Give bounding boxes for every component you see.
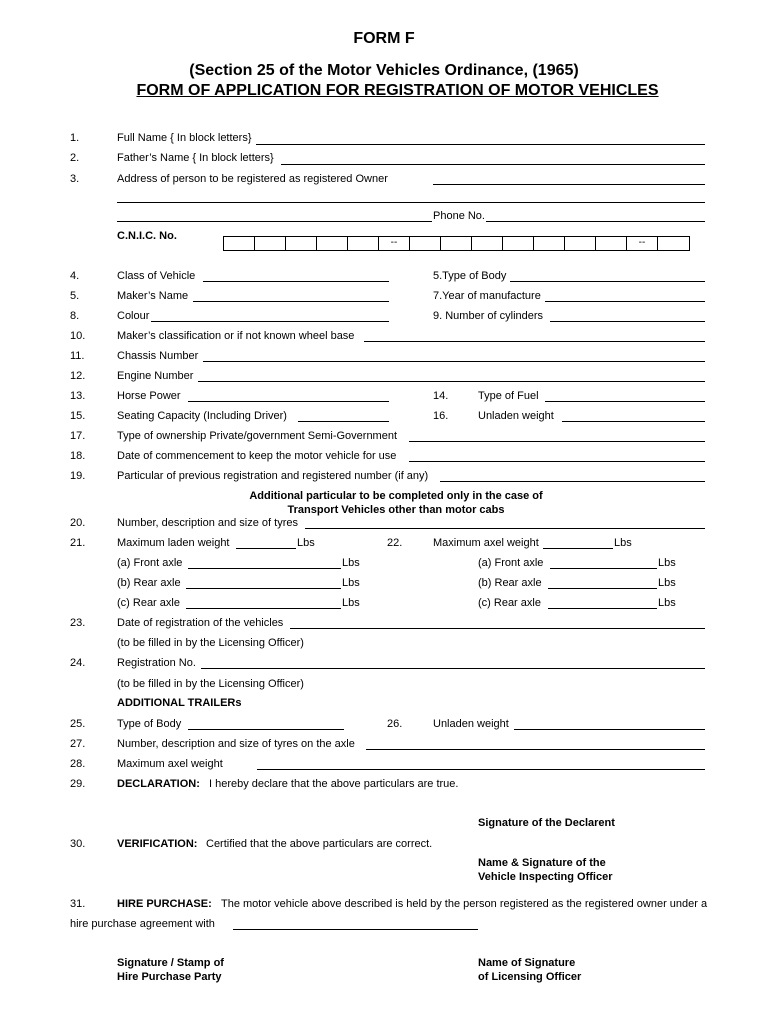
address-label: Address of person to be registered as registered Owner [117, 173, 388, 185]
registration-date-label: Date of registration of the vehicles [117, 617, 284, 629]
registration-date-field[interactable] [290, 628, 705, 629]
trailers-heading: ADDITIONAL TRAILERs [117, 697, 242, 709]
cnic-box[interactable] [503, 237, 534, 250]
trailer-axel-label: Maximum axel weight [117, 758, 223, 770]
item-number: 18. [70, 450, 86, 462]
declaration-text: I hereby declare that the above particulars are true. [209, 778, 459, 790]
unit-lbs: Lbs [658, 577, 676, 589]
rear-axle-field[interactable] [548, 608, 657, 609]
cnic-box[interactable] [317, 237, 348, 250]
classification-field[interactable] [364, 341, 705, 342]
cnic-separator: -- [627, 237, 658, 250]
cnic-box[interactable] [565, 237, 596, 250]
cnic-box[interactable] [534, 237, 565, 250]
full-name-label: Full Name { In block letters} [117, 132, 252, 144]
tyres-field[interactable] [305, 528, 705, 529]
body-type-field[interactable] [510, 281, 705, 282]
cnic-separator: -- [379, 237, 410, 250]
hire-purchase-field[interactable] [233, 929, 478, 930]
rear-axle-label: (b) Rear axle [117, 577, 181, 589]
maker-name-field[interactable] [193, 301, 389, 302]
trailer-body-field[interactable] [188, 729, 344, 730]
unit-lbs: Lbs [658, 557, 676, 569]
verification-text: Certified that the above particulars are correct. [206, 838, 433, 850]
cnic-box[interactable] [658, 237, 689, 250]
front-axle-field[interactable] [550, 568, 657, 569]
form-label: FORM F [353, 30, 415, 47]
rear-axle-label: (b) Rear axle [478, 577, 542, 589]
chassis-field[interactable] [203, 361, 705, 362]
laden-weight-label: Maximum laden weight [117, 537, 230, 549]
trailer-tyres-label: Number, description and size of tyres on the axle [117, 738, 355, 750]
item-number: 13. [70, 390, 86, 402]
registration-no-field[interactable] [201, 668, 705, 669]
item-number: 1. [70, 132, 80, 144]
item-number: 21. [70, 537, 86, 549]
body-type-label: 5.Type of Body [433, 270, 507, 282]
item-number: 30. [70, 838, 86, 850]
cnic-box[interactable] [410, 237, 441, 250]
unit-lbs: Lbs [342, 557, 360, 569]
address-field-2[interactable] [117, 202, 705, 203]
classification-label: Maker’s classification or if not known wheel base [117, 330, 355, 342]
item-number: 23. [70, 617, 86, 629]
father-name-label: Father’s Name { In block letters} [117, 152, 274, 164]
cnic-box[interactable] [596, 237, 627, 250]
laden-weight-field[interactable] [236, 548, 296, 549]
item-number: 29. [70, 778, 86, 790]
item-number: 25. [70, 718, 86, 730]
cnic-box[interactable] [348, 237, 379, 250]
fuel-field[interactable] [545, 401, 705, 402]
item-number: 2. [70, 152, 80, 164]
form-title: FORM OF APPLICATION FOR REGISTRATION OF MOTOR VEHICLES [136, 82, 659, 99]
additional-heading-1: Additional particular to be completed only in the case of [249, 490, 543, 502]
vehicle-class-label: Class of Vehicle [117, 270, 196, 282]
hire-purchase-label: HIRE PURCHASE: [117, 898, 212, 910]
seating-field[interactable] [298, 421, 389, 422]
item-number: 19. [70, 470, 86, 482]
seating-label: Seating Capacity (Including Driver) [117, 410, 287, 422]
rear-axle-field[interactable] [186, 608, 341, 609]
additional-heading-2: Transport Vehicles other than motor cabs [287, 504, 505, 516]
cnic-box[interactable] [224, 237, 255, 250]
commencement-label: Date of commencement to keep the motor vehicle for use [117, 450, 397, 462]
front-axle-label: (a) Front axle [117, 557, 183, 569]
item-number: 15. [70, 410, 86, 422]
chassis-label: Chassis Number [117, 350, 199, 362]
item-number: 3. [70, 173, 80, 185]
colour-label: Colour [117, 310, 150, 322]
trailer-tyres-field[interactable] [366, 749, 705, 750]
licensing-note: (to be filled in by the Licensing Officer) [117, 637, 304, 649]
hire-purchase-text: The motor vehicle above described is held by the person registered as the registered owner under a [221, 898, 708, 910]
registration-no-label: Registration No. [117, 657, 196, 669]
verification-label: VERIFICATION: [117, 838, 198, 850]
address-field-3[interactable] [117, 221, 432, 222]
item-number: 5. [70, 290, 80, 302]
inspector-title-label: Vehicle Inspecting Officer [478, 871, 613, 883]
rear-axle-label: (c) Rear axle [478, 597, 541, 609]
horse-power-label: Horse Power [117, 390, 181, 402]
year-label: 7.Year of manufacture [433, 290, 541, 302]
front-axle-field[interactable] [188, 568, 341, 569]
item-number: 24. [70, 657, 86, 669]
licensing-note: (to be filled in by the Licensing Officer) [117, 678, 304, 690]
item-number: 20. [70, 517, 86, 529]
licensing-signature-label: Name of Signature [478, 957, 576, 969]
father-name-field[interactable] [281, 164, 705, 165]
previous-registration-field[interactable] [440, 481, 705, 482]
trailer-unladen-label: Unladen weight [433, 718, 509, 730]
item-number: 22. [387, 537, 403, 549]
previous-registration-label: Particular of previous registration and registered number (if any) [117, 470, 429, 482]
rear-axle-field[interactable] [548, 588, 657, 589]
address-field-1[interactable] [433, 184, 705, 185]
unladen-weight-field[interactable] [562, 421, 705, 422]
cylinders-label: 9. Number of cylinders [433, 310, 544, 322]
trailer-body-label: Type of Body [117, 718, 182, 730]
hire-purchase-text-2: hire purchase agreement with [70, 918, 215, 930]
axel-weight-label: Maximum axel weight [433, 537, 539, 549]
item-number: 14. [433, 390, 449, 402]
cnic-label: C.N.I.C. No. [117, 230, 177, 242]
declaration-label: DECLARATION: [117, 778, 200, 790]
commencement-field[interactable] [409, 461, 705, 462]
cnic-boxes[interactable] [223, 236, 690, 251]
declarent-signature-label: Signature of the Declarent [478, 817, 615, 829]
cnic-box[interactable] [472, 237, 503, 250]
unit-lbs: Lbs [614, 537, 632, 549]
item-number: 8. [70, 310, 80, 322]
unit-lbs: Lbs [342, 597, 360, 609]
item-number: 4. [70, 270, 80, 282]
licensing-officer-label: of Licensing Officer [478, 971, 582, 983]
ownership-label: Type of ownership Private/government Semi-Government [117, 430, 398, 442]
item-number: 16. [433, 410, 449, 422]
item-number: 12. [70, 370, 86, 382]
vehicle-class-field[interactable] [203, 281, 389, 282]
cylinders-field[interactable] [550, 321, 705, 322]
item-number: 17. [70, 430, 86, 442]
stamp-signature-label: Signature / Stamp of [117, 957, 224, 969]
item-number: 26. [387, 718, 403, 730]
item-number: 11. [70, 350, 85, 362]
ownership-field[interactable] [409, 441, 705, 442]
phone-label: Phone No. [433, 210, 485, 222]
full-name-field[interactable] [256, 144, 705, 145]
trailer-axel-field[interactable] [257, 769, 705, 770]
stamp-party-label: Hire Purchase Party [117, 971, 222, 983]
maker-name-label: Maker’s Name [117, 290, 189, 302]
fuel-label: Type of Fuel [478, 390, 539, 402]
front-axle-label: (a) Front axle [478, 557, 544, 569]
section-reference: (Section 25 of the Motor Vehicles Ordinance, (1965) [189, 62, 579, 79]
trailer-unladen-field[interactable] [514, 729, 705, 730]
unit-lbs: Lbs [297, 537, 315, 549]
tyres-label: Number, description and size of tyres [117, 517, 298, 529]
year-field[interactable] [545, 301, 705, 302]
horse-power-field[interactable] [188, 401, 389, 402]
engine-label: Engine Number [117, 370, 194, 382]
unit-lbs: Lbs [342, 577, 360, 589]
cnic-box[interactable] [441, 237, 472, 250]
axel-weight-field[interactable] [543, 548, 613, 549]
inspector-signature-label: Name & Signature of the [478, 857, 606, 869]
unladen-weight-label: Unladen weight [478, 410, 554, 422]
item-number: 28. [70, 758, 86, 770]
colour-field[interactable] [151, 321, 389, 322]
item-number: 10. [70, 330, 86, 342]
cnic-box[interactable] [255, 237, 286, 250]
rear-axle-field[interactable] [186, 588, 341, 589]
unit-lbs: Lbs [658, 597, 676, 609]
item-number: 31. [70, 898, 86, 910]
item-number: 27. [70, 738, 86, 750]
cnic-box[interactable] [286, 237, 317, 250]
rear-axle-label: (c) Rear axle [117, 597, 180, 609]
engine-field[interactable] [198, 381, 705, 382]
phone-field[interactable] [486, 221, 705, 222]
